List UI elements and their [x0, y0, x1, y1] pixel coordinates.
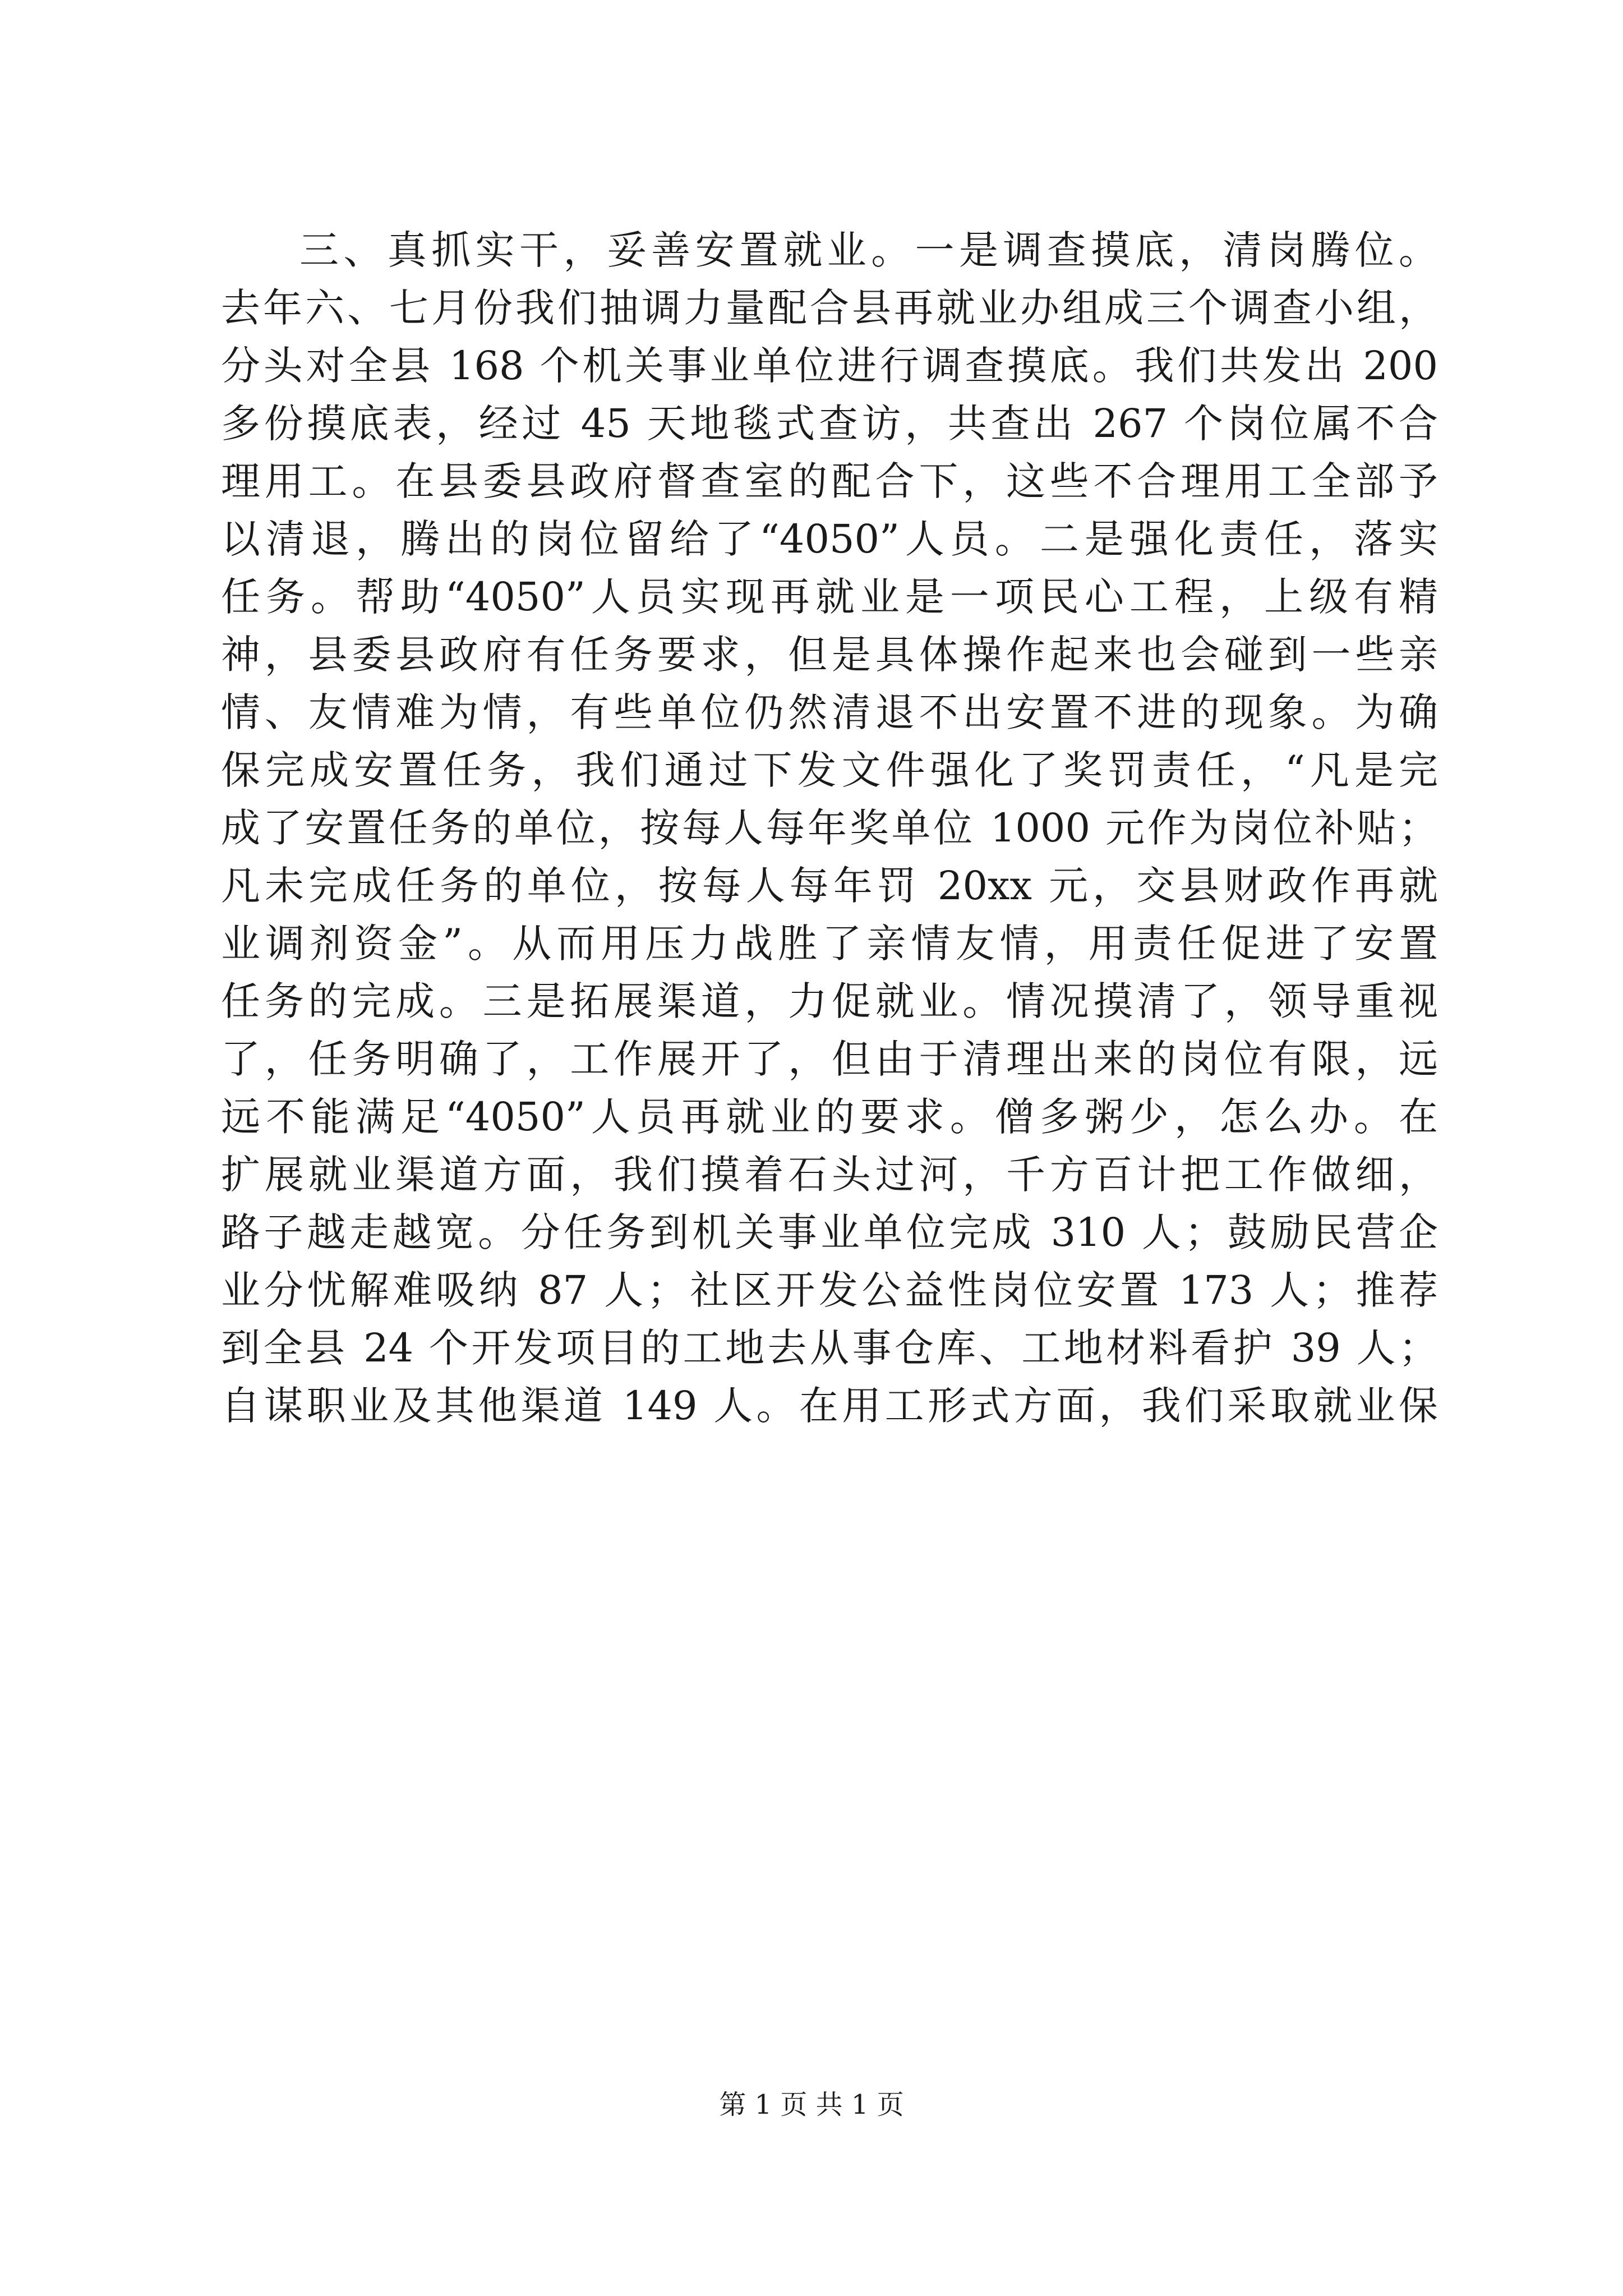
text-line: 扩展就业渠道方面，我们摸着石头过河，千方百计把工作做细， [221, 1152, 1438, 1198]
text-line: 去年六、七月份我们抽调力量配合县再就业办组成三个调查小组， [221, 285, 1438, 331]
text-line: 以清退，腾出的岗位留给了“4050”人员。二是强化责任，落实 [221, 516, 1438, 562]
text-line: 任务。帮助“4050”人员实现再就业是一项民心工程，上级有精 [221, 574, 1438, 620]
text-line: 了，任务明确了，工作展开了，但由于清理出来的岗位有限，远 [221, 1036, 1438, 1082]
text-line: 多份摸底表，经过 45 天地毯式查访，共查出 267 个岗位属不合 [221, 401, 1438, 447]
text-line: 到全县 24 个开发项目的工地去从事仓库、工地材料看护 39 人； [221, 1325, 1438, 1371]
text-line: 凡未完成任务的单位，按每人每年罚 20xx 元，交县财政作再就 [221, 863, 1438, 909]
text-line: 远不能满足“4050”人员再就业的要求。僧多粥少，怎么办。在 [221, 1094, 1438, 1140]
text-line: 三、真抓实干，妥善安置就业。一是调查摸底，清岗腾位。 [299, 227, 1438, 273]
text-line: 路子越走越宽。分任务到机关事业单位完成 310 人；鼓励民营企 [221, 1209, 1438, 1255]
body-paragraph [221, 222, 1438, 1435]
text-line: 成了安置任务的单位，按每人每年奖单位 1000 元作为岗位补贴； [221, 805, 1438, 851]
text-line: 情、友情难为情，有些单位仍然清退不出安置不进的现象。为确 [221, 689, 1438, 735]
text-line: 业调剂资金”。从而用压力战胜了亲情友情，用责任促进了安置 [221, 921, 1438, 967]
text-line: 业分忧解难吸纳 87 人；社区开发公益性岗位安置 173 人；推荐 [221, 1267, 1438, 1313]
text-line: 任务的完成。三是拓展渠道，力促就业。情况摸清了，领导重视 [221, 978, 1438, 1024]
text-line: 理用工。在县委县政府督查室的配合下，这些不合理用工全部予 [221, 458, 1438, 504]
text-line: 神，县委县政府有任务要求，但是具体操作起来也会碰到一些亲 [221, 632, 1438, 678]
page-number-footer: 第 1 页 共 1 页 [719, 2089, 904, 2120]
text-line: 自谋职业及其他渠道 149 人。在用工形式方面，我们采取就业保 [221, 1383, 1438, 1429]
text-line: 分头对全县 168 个机关事业单位进行调查摸底。我们共发出 200 [221, 343, 1438, 389]
text-line: 保完成安置任务，我们通过下发文件强化了奖罚责任，“凡是完 [221, 747, 1438, 793]
